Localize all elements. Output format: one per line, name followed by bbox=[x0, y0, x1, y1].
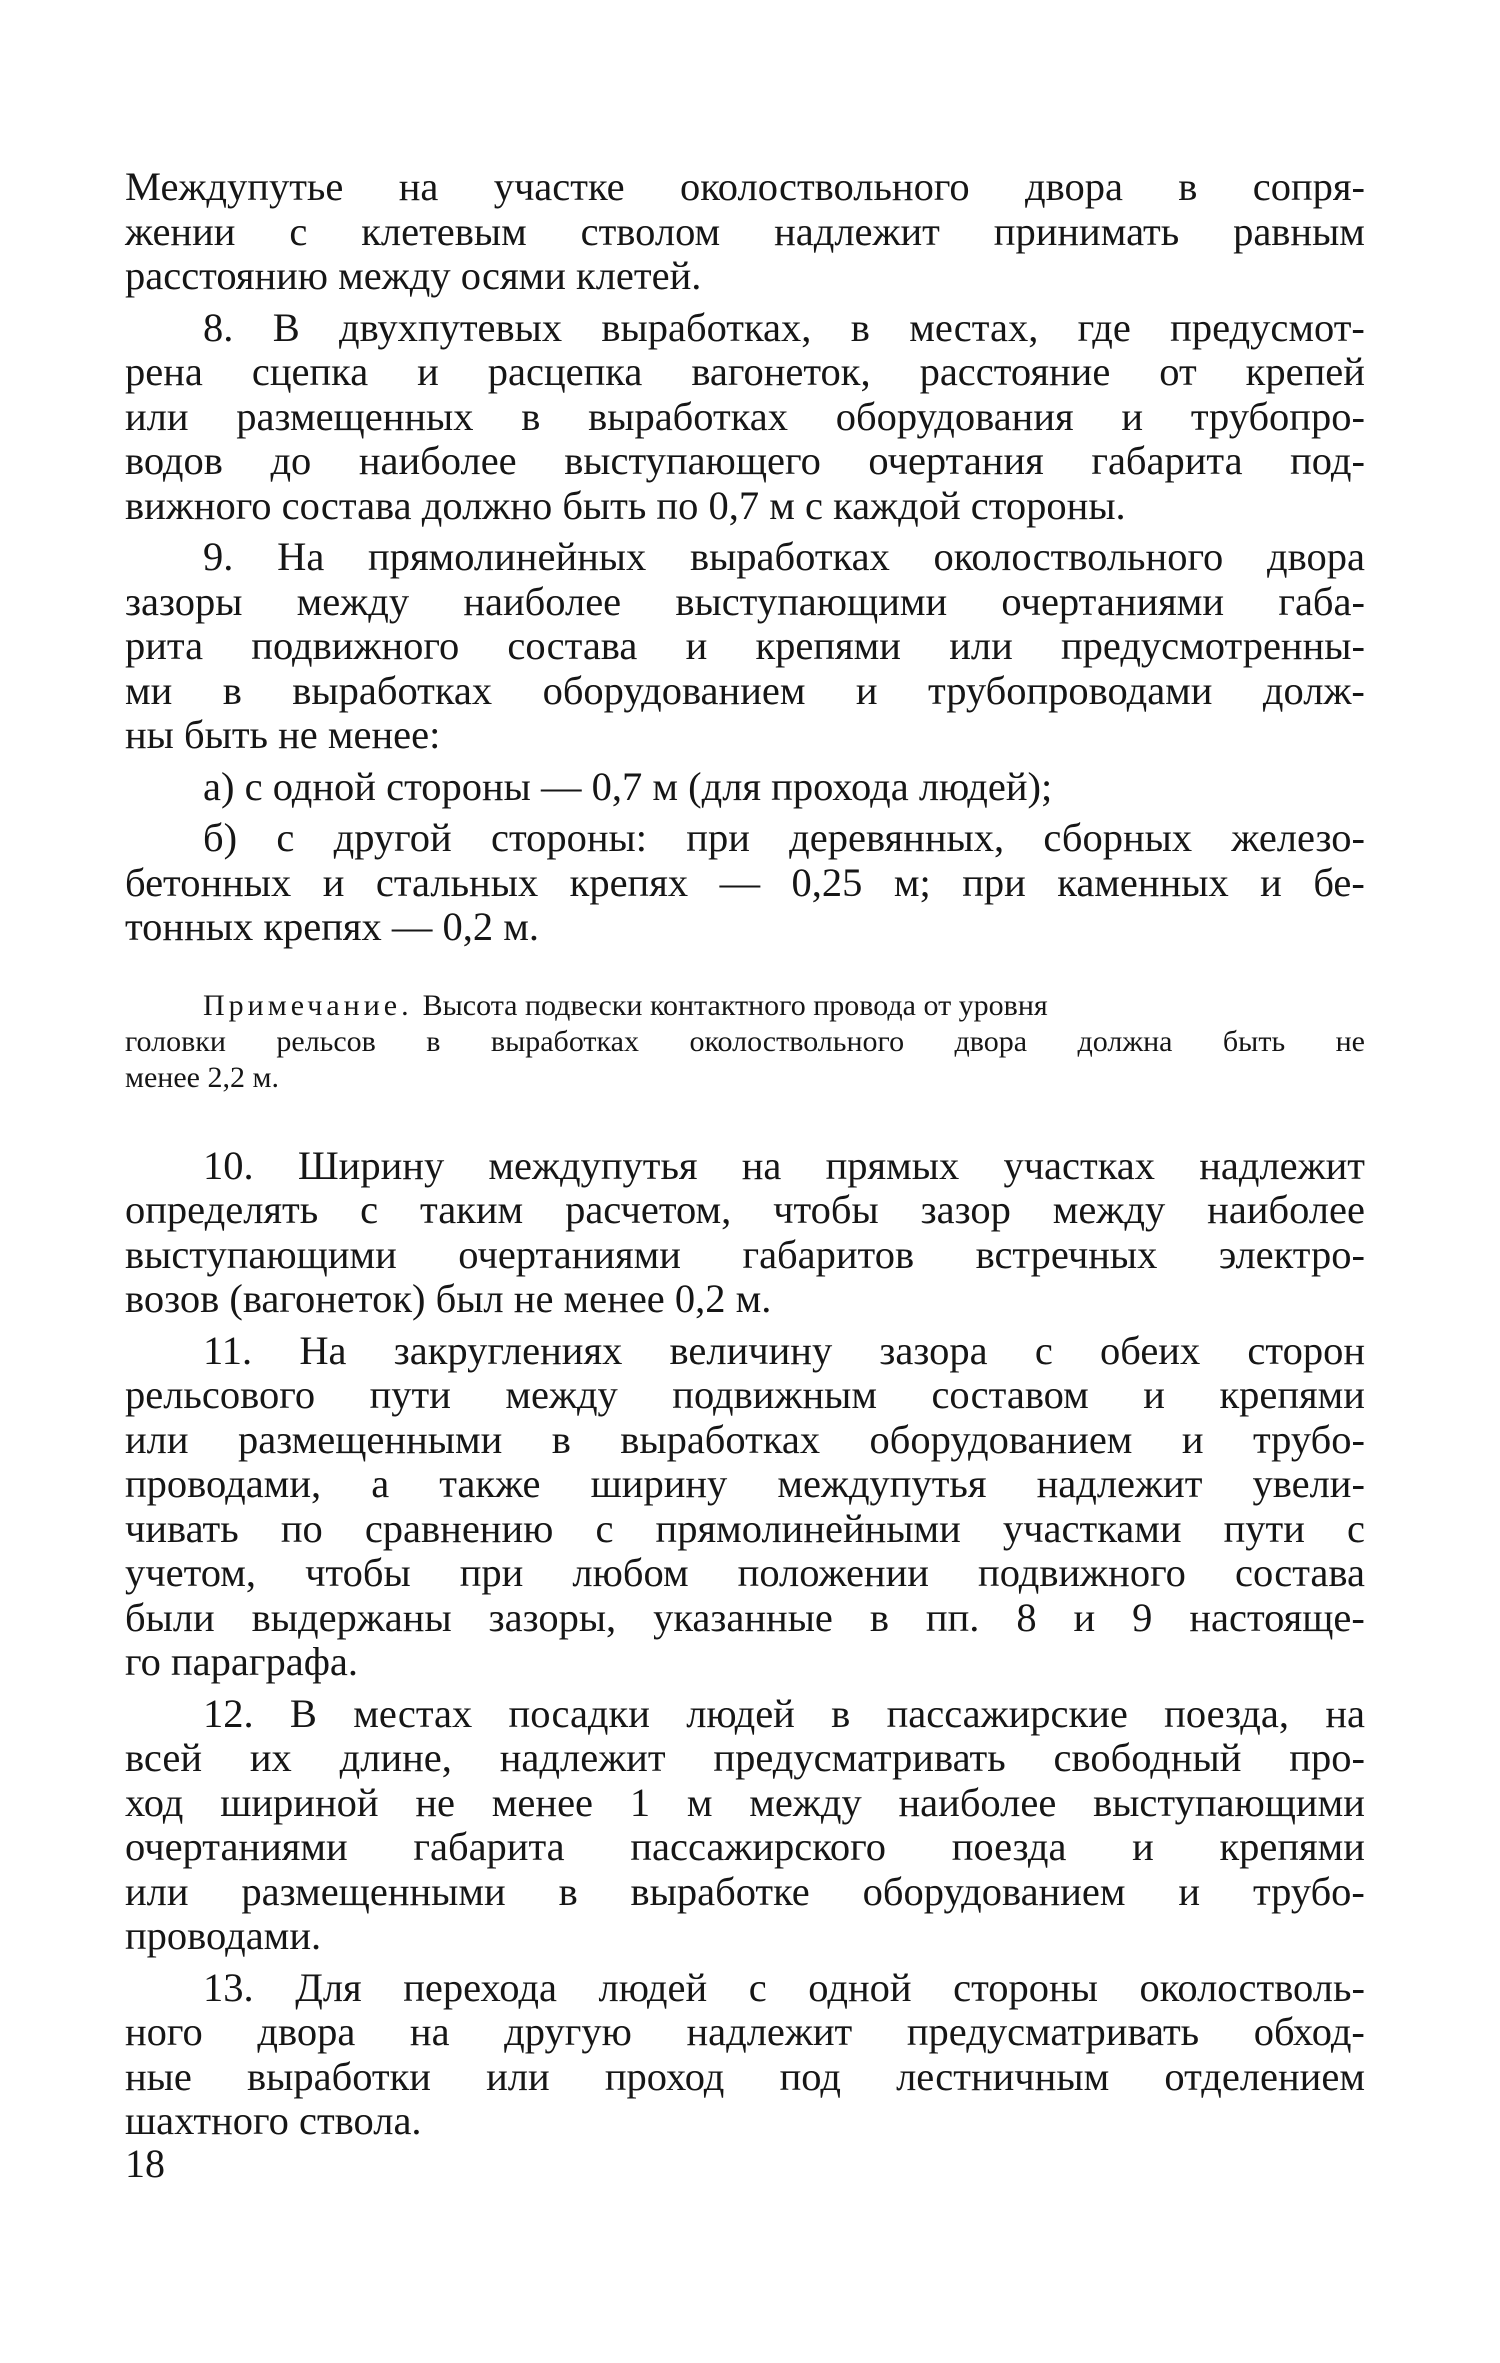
text-line: учетом, чтобы при любом положении подвижного состава bbox=[125, 1550, 1365, 1595]
text-line: или размещенными в выработке оборудованием и трубо- bbox=[125, 1868, 1365, 1914]
text-line: 8. В двухпутевых выработках, в местах, где предусмот- bbox=[203, 304, 1365, 350]
text-line: ны быть не менее: bbox=[125, 712, 441, 757]
text-line: Междупутье на участке околоствольного двора в сопря- bbox=[125, 164, 1365, 209]
text-line: или размещенными в выработках оборудованием и трубо- bbox=[125, 1416, 1365, 1462]
text-line: возов (вагонеток) был не менее 0,2 м. bbox=[125, 1276, 772, 1321]
text-line: рена сцепка и расцепка вагонеток, расстояние от крепей bbox=[125, 349, 1365, 394]
note-line: головки рельсов в выработках околоствольного двора должна быть не bbox=[125, 1024, 1365, 1058]
text-line: всей их длине, надлежит предусматривать свободный про- bbox=[125, 1735, 1365, 1780]
text-line: проводами, а также ширину междупутья надлежит увели- bbox=[125, 1461, 1365, 1506]
text-line: 10. Ширину междупутья на прямых участках надлежит bbox=[203, 1142, 1365, 1188]
note-block bbox=[125, 988, 1365, 1096]
paragraph-item-12 bbox=[125, 1692, 1365, 1959]
text-line: бетонных и стальных крепях — 0,25 м; при каменных и бе- bbox=[125, 859, 1365, 905]
text-line: 11. На закруглениях величину зазора с обеих сторон bbox=[203, 1327, 1365, 1373]
text-line: шахтного ствола. bbox=[125, 2098, 422, 2143]
text-line: ные выработки или проход под лестничным отделением bbox=[125, 2053, 1365, 2099]
text-line: рита подвижного состава и крепями или предусмотренны- bbox=[125, 623, 1365, 668]
text-line: 13. Для перехода людей с одной стороны околостволь- bbox=[203, 1964, 1365, 2010]
text-line: ход шириной не менее 1 м между наиболее выступающими bbox=[125, 1779, 1365, 1825]
text-line: чивать по сравнению с прямолинейными участками пути с bbox=[125, 1505, 1365, 1551]
text-line: ми в выработках оборудованием и трубопроводами долж- bbox=[125, 667, 1365, 713]
text-line: выступающими очертаниями габаритов встречных электро- bbox=[125, 1231, 1365, 1277]
paragraph-item-9b bbox=[125, 816, 1365, 950]
text-line: рельсового пути между подвижным составом и крепями bbox=[125, 1372, 1365, 1417]
paragraph-item-11 bbox=[125, 1329, 1365, 1685]
note-line: менее 2,2 м. bbox=[125, 1060, 279, 1094]
text-line: жении с клетевым стволом надлежит принимать равным bbox=[125, 208, 1365, 254]
paragraph-item-9 bbox=[125, 535, 1365, 758]
paragraph-intro bbox=[125, 165, 1365, 299]
text-line: 12. В местах посадки людей в пассажирские поезда, на bbox=[203, 1690, 1365, 1736]
paragraph-item-9a bbox=[125, 765, 1365, 810]
note-text: Высота подвески контактного провода от уровня bbox=[422, 988, 1048, 1022]
paragraph-item-10 bbox=[125, 1144, 1365, 1322]
text-line: вижного состава должно быть по 0,7 м с каждой стороны. bbox=[125, 482, 1126, 528]
text-line: 9. На прямолинейных выработках околоствольного двора bbox=[203, 534, 1365, 579]
text-line: определять с таким расчетом, чтобы зазор между наиболее bbox=[125, 1187, 1365, 1232]
text-block-continued bbox=[125, 1144, 1365, 2144]
text-line: б) с другой стороны: при деревянных, сборных железо- bbox=[203, 815, 1365, 860]
text-line: ного двора на другую надлежит предусматривать обход- bbox=[125, 2009, 1365, 2054]
text-line: очертаниями габарита пассажирского поезда и крепями bbox=[125, 1824, 1365, 1869]
note-label: Примечание. bbox=[203, 988, 413, 1022]
text-line: тонных крепях — 0,2 м. bbox=[125, 904, 540, 949]
text-block-main bbox=[125, 165, 1365, 950]
text-line: зазоры между наиболее выступающими очертаниями габа- bbox=[125, 578, 1365, 624]
text-line: расстоянию между осями клетей. bbox=[125, 253, 702, 298]
paragraph-item-8 bbox=[125, 306, 1365, 529]
text-line: го параграфа. bbox=[125, 1639, 359, 1684]
page-number: 18 bbox=[125, 2141, 165, 2186]
document-page bbox=[125, 165, 1365, 2151]
note-lines bbox=[125, 988, 1365, 1096]
paragraph-item-13 bbox=[125, 1966, 1365, 2144]
text-line: были выдержаны зазоры, указанные в пп. 8 и 9 настояще- bbox=[125, 1594, 1365, 1640]
note-line bbox=[125, 988, 1365, 1024]
text-line: а) с одной стороны — 0,7 м (для прохода людей); bbox=[203, 763, 1053, 809]
text-line: проводами. bbox=[125, 1913, 322, 1958]
text-line: водов до наиболее выступающего очертания габарита под- bbox=[125, 438, 1365, 483]
text-line: или размещенных в выработках оборудования и трубопро- bbox=[125, 393, 1365, 439]
